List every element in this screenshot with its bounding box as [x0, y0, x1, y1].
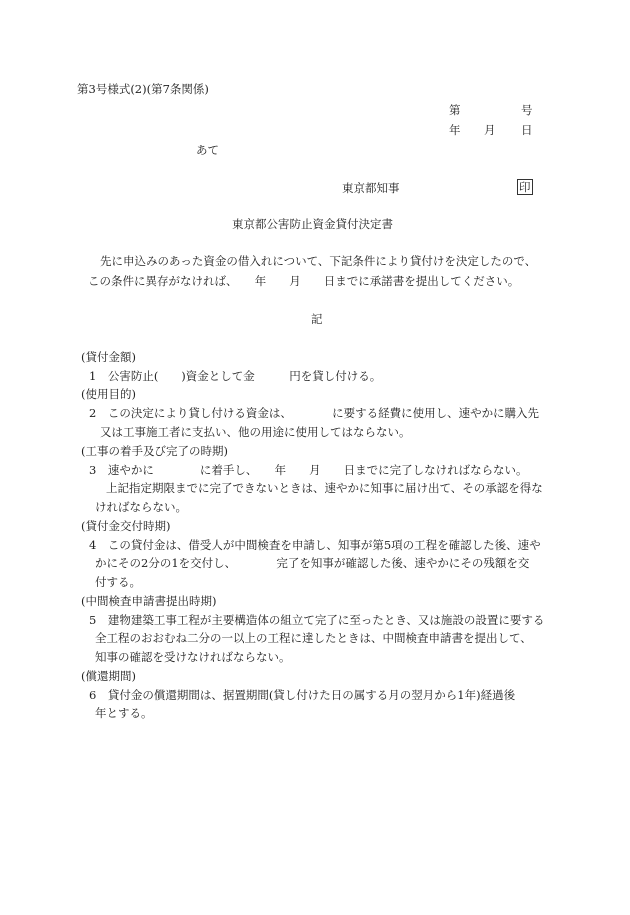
section-3-heading: (工事の着手及び完了の時期) [81, 444, 228, 458]
section-2-heading: (使用目的) [81, 387, 136, 401]
intro-line-1: 先に申込みのあった資金の借入れについて、下記条件により貸付けを決定したので、 [100, 254, 537, 268]
intro-line-2: この条件に異存がなければ、 年 月 日までに承諾書を提出してください。 [88, 274, 520, 288]
section-2-line-2: 又は工事施工者に支払い、他の用途に使用してはならない。 [100, 425, 411, 439]
section-6-line-1: 6 貸付金の償還期間は、据置期間(貸し付けた日の属する月の翌月から1年)経過後 [89, 688, 516, 702]
section-4-line-3: 付する。 [95, 575, 141, 589]
section-6-line-2: 年とする。 [95, 706, 153, 720]
section-3-line-2: 上記指定期限までに完了できないときは、速やかに知事に届け出て、その承認を得な [106, 481, 543, 495]
section-4-heading: (貸付金交付時期) [81, 519, 171, 533]
date-month-label: 月 [484, 123, 496, 137]
date-day-label: 日 [521, 123, 533, 137]
date-year-label: 年 [449, 123, 461, 137]
section-2-line-1: 2 この決定により貸し付ける資金は、 に要する経費に使用し、速やかに購入先 [89, 406, 540, 420]
document-number-label: 第 [449, 103, 461, 117]
section-5-line-2: 全工程のおおむね二分の一以上の工程に達したときは、中間検査申請書を提出して、 [95, 631, 532, 645]
section-5-heading: (中間検査申請書提出時期) [81, 594, 217, 608]
official-seal [517, 179, 533, 195]
addressee: あて [196, 143, 219, 157]
section-4-line-2: かにその2分の1を交付し、 完了を知事が確認した後、速やかにその残額を交 [95, 556, 530, 570]
seal-mark: 印 [519, 180, 531, 194]
section-3-line-1: 3 速やかに に着手し、 年 月 日までに完了しなければならない。 [89, 463, 528, 477]
section-6-heading: (償還期間) [81, 669, 136, 683]
document-title: 東京都公害防止資金貸付決定書 [232, 217, 393, 231]
issuer: 東京都知事 [342, 181, 400, 195]
section-5-line-1: 5 建物建築工事工程が主要構造体の組立て完了に至ったとき、又は施設の設置に要する [89, 613, 545, 627]
ki-marker: 記 [311, 312, 323, 326]
section-3-line-3: ければならない。 [95, 500, 187, 514]
form-number: 第3号様式(2)(第7条関係) [77, 82, 209, 96]
document-number-suffix: 号 [521, 103, 533, 117]
section-1-heading: (貸付金額) [81, 350, 136, 364]
section-4-line-1: 4 この貸付金は、借受人が中間検査を申請し、知事が第5項の工程を確認した後、速や [89, 538, 541, 552]
section-1-line-1: 1 公害防止( )資金として金 円を貸し付ける。 [89, 369, 382, 383]
section-5-line-3: 知事の確認を受けなければならない。 [95, 650, 291, 664]
